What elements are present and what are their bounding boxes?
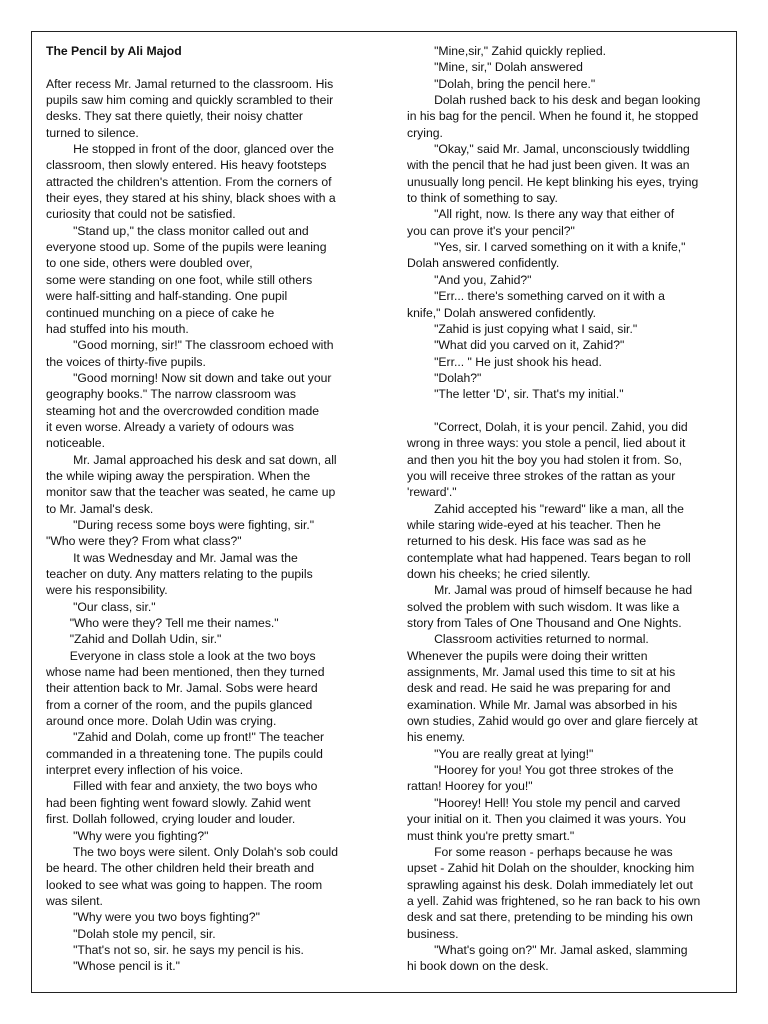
text-line: Mr. Jamal approached his desk and sat down, all xyxy=(46,452,337,467)
text-line: "Zahid and Dolah, come up front!" The teacher xyxy=(46,730,325,745)
text-line: "During recess some boys were fighting, sir." xyxy=(46,517,315,532)
text-line: it even worse. Already a variety of odours was xyxy=(46,419,294,434)
text-line: curiosity that could not be satisfied. xyxy=(46,207,236,222)
text-line: "Zahid and Dollah Udin, sir." xyxy=(46,632,222,647)
text-line: while staring wide-eyed at his teacher. Then he xyxy=(407,517,661,532)
right-column xyxy=(407,43,729,975)
text-line: be heard. The other children held their breath and xyxy=(46,861,315,876)
text-line: you can prove it's your pencil?" xyxy=(407,223,575,238)
text-line: crying. xyxy=(407,125,443,140)
text-line: knife," Dolah answered confidently. xyxy=(407,305,597,320)
text-line xyxy=(407,403,729,419)
text-line: and then you hit the boy you had stolen it from. So, xyxy=(407,452,683,467)
text-line: "Okay," said Mr. Jamal, unconsciously twiddling xyxy=(407,142,690,157)
text-line: Whenever the pupils were doing their written xyxy=(407,648,648,663)
text-line: their eyes, they stared at his shiny, black shoes with a xyxy=(46,191,336,206)
left-column xyxy=(46,43,368,975)
text-line: continued munching on a piece of cake he xyxy=(46,305,275,320)
text-line: "Dolah?" xyxy=(407,370,482,385)
text-line: commanded in a threatening tone. The pupils could xyxy=(46,746,323,761)
text-line: "Yes, sir. I carved something on it with a knife," xyxy=(407,240,686,255)
text-line: "You are really great at lying!" xyxy=(407,746,594,761)
text-line: Dolah answered confidently. xyxy=(407,256,560,271)
text-line: were half-sitting and half-standing. One pupil xyxy=(46,289,288,304)
text-line: He stopped in front of the door, glanced over the xyxy=(46,142,334,157)
text-line: sprawling against his desk. Dolah immediately let out xyxy=(407,877,693,892)
text-line: with the pencil that he had just been given. It was an xyxy=(407,158,690,173)
text-line: "What's going on?" Mr. Jamal asked, slamming xyxy=(407,942,688,957)
text-line: "What did you carved on it, Zahid?" xyxy=(407,338,625,353)
text-line: business. xyxy=(407,926,459,941)
text-line: looked to see what was going to happen. The room xyxy=(46,877,323,892)
text-line: from a corner of the room, and the pupils glanced xyxy=(46,697,313,712)
text-line: "Correct, Dolah, it is your pencil. Zahid, you did xyxy=(407,419,688,434)
text-line: It was Wednesday and Mr. Jamal was the xyxy=(46,550,298,565)
text-line: "Err... there's something carved on it with a xyxy=(407,289,665,304)
text-line: classroom, then slowly entered. His heavy footsteps xyxy=(46,158,327,173)
text-line: upset - Zahid hit Dolah on the shoulder, knocking him xyxy=(407,861,695,876)
text-line: "Good morning! Now sit down and take out your xyxy=(46,370,332,385)
text-line: "Whose pencil is it." xyxy=(46,959,180,974)
text-line: his enemy. xyxy=(407,730,466,745)
text-line: "Our class, sir." xyxy=(46,599,156,614)
text-line: For some reason - perhaps because he was xyxy=(407,844,673,859)
text-line: monitor saw that the teacher was seated, he came up xyxy=(46,485,336,500)
text-line: were his responsibility. xyxy=(46,583,168,598)
text-line: to Mr. Jamal's desk. xyxy=(46,501,154,516)
text-line: geography books." The narrow classroom was xyxy=(46,387,297,402)
text-line: the voices of thirty-five pupils. xyxy=(46,354,206,369)
text-line: 'reward'." xyxy=(407,485,457,500)
text-line: "Who were they? Tell me their names." xyxy=(46,616,279,631)
text-line: you will receive three strokes of the rattan as your xyxy=(407,468,676,483)
text-line: attracted the children's attention. From the corners of xyxy=(46,174,332,189)
text-line: to think of something to say. xyxy=(407,191,558,206)
text-line: must think you're pretty smart." xyxy=(407,828,575,843)
text-line: down his cheeks; he cried silently. xyxy=(407,567,591,581)
text-line: "Hoorey for you! You got three strokes of the xyxy=(407,763,674,778)
text-line: everyone stood up. Some of the pupils were leaning xyxy=(46,240,327,255)
text-line: teacher on duty. Any matters relating to the pupils xyxy=(46,567,313,581)
text-line: contemplate what had happened. Tears began to roll xyxy=(407,550,691,565)
text-line: assignments, Mr. Jamal used this time to sit at his xyxy=(407,665,676,680)
text-line: "Hoorey! Hell! You stole my pencil and carved xyxy=(407,795,681,810)
text-line: your initial on it. Then you claimed it was yours. You xyxy=(407,812,686,827)
text-line: unusually long pencil. He kept blinking his eyes, trying xyxy=(407,174,699,189)
text-line: steaming hot and the overcrowded condition made xyxy=(46,403,320,418)
text-line: "Mine, sir," Dolah answered xyxy=(407,60,583,75)
text-line: "Dolah stole my pencil, sir. xyxy=(46,926,216,941)
text-line: Zahid accepted his "reward" like a man, all the xyxy=(407,501,684,516)
text-line: Filled with fear and anxiety, the two boys who xyxy=(46,779,318,794)
right-column-text xyxy=(407,43,729,975)
text-line: the while wiping away the perspiration. When the xyxy=(46,468,311,483)
text-line: had stuffed into his mouth. xyxy=(46,321,189,336)
text-line: own studies, Zahid would go over and glare fiercely at xyxy=(407,714,698,729)
text-line: "Err... " He just shook his head. xyxy=(407,354,602,369)
text-line: first. Dollah followed, crying louder and louder. xyxy=(46,812,296,827)
text-line: was silent. xyxy=(46,893,103,908)
text-line: their attention back to Mr. Jamal. Sobs were heard xyxy=(46,681,318,696)
text-line: solved the problem with such wisdom. It was like a xyxy=(407,599,680,614)
text-line: around once more. Dolah Udin was crying. xyxy=(46,714,277,729)
left-column-text xyxy=(46,59,368,974)
text-line: pupils saw him coming and quickly scrambled to their xyxy=(46,93,334,108)
text-line: some were standing on one foot, while still others xyxy=(46,272,313,287)
text-line: story from Tales of One Thousand and One Nights. xyxy=(407,616,682,631)
text-line: wrong in three ways: you stole a pencil, lied about it xyxy=(407,436,686,451)
text-line: Mr. Jamal was proud of himself because he had xyxy=(407,583,693,598)
text-line: "The letter 'D', sir. That's my initial." xyxy=(407,387,624,402)
text-line: desk and sat there, pretending to be minding his own xyxy=(407,910,693,925)
text-line: had been fighting went foward slowly. Zahid went xyxy=(46,795,311,810)
text-line: a yell. Zahid was frightened, so he ran back to his own xyxy=(407,893,701,908)
text-line: examination. While Mr. Jamal was absorbed in his xyxy=(407,697,678,712)
text-line: The two boys were silent. Only Dolah's sob could xyxy=(46,844,339,859)
text-line: in his bag for the pencil. When he found it, he stopped xyxy=(407,109,699,124)
text-line: "Why were you two boys fighting?" xyxy=(46,910,260,925)
text-line: desks. They sat there quietly, their noisy chatter xyxy=(46,109,303,124)
text-line: Classroom activities returned to normal. xyxy=(407,632,649,647)
text-line: "Mine,sir," Zahid quickly replied. xyxy=(407,44,606,58)
text-line: Dolah rushed back to his desk and began looking xyxy=(407,93,701,108)
text-line: returned to his desk. His face was sad as he xyxy=(407,534,647,549)
text-line xyxy=(46,59,368,75)
text-line: interpret every inflection of his voice. xyxy=(46,763,244,778)
text-line: to one side, others were doubled over, xyxy=(46,256,253,271)
text-line: "Dolah, bring the pencil here." xyxy=(407,76,596,91)
text-line: "Good morning, sir!" The classroom echoed with xyxy=(46,338,334,353)
text-line: "Zahid is just copying what I said, sir." xyxy=(407,321,638,336)
text-line: rattan! Hoorey for you!" xyxy=(407,779,533,794)
text-line: desk and read. He said he was preparing for and xyxy=(407,681,671,696)
text-line: "Why were you fighting?" xyxy=(46,828,209,843)
text-line: After recess Mr. Jamal returned to the classroom. His xyxy=(46,76,334,91)
text-line: "And you, Zahid?" xyxy=(407,272,532,287)
text-line: turned to silence. xyxy=(46,125,139,140)
text-line: Everyone in class stole a look at the two boys xyxy=(46,648,316,663)
text-line: whose name had been mentioned, then they turned xyxy=(46,665,325,680)
text-line: noticeable. xyxy=(46,436,105,451)
text-line: "All right, now. Is there any way that either of xyxy=(407,207,675,222)
text-line: "Who were they? From what class?" xyxy=(46,534,242,549)
text-line: "That's not so, sir. he says my pencil is his. xyxy=(46,942,304,957)
document-title: The Pencil by Ali Majod xyxy=(46,44,182,58)
text-line: "Stand up," the class monitor called out and xyxy=(46,223,309,238)
text-line: hi book down on the desk. xyxy=(407,959,549,974)
